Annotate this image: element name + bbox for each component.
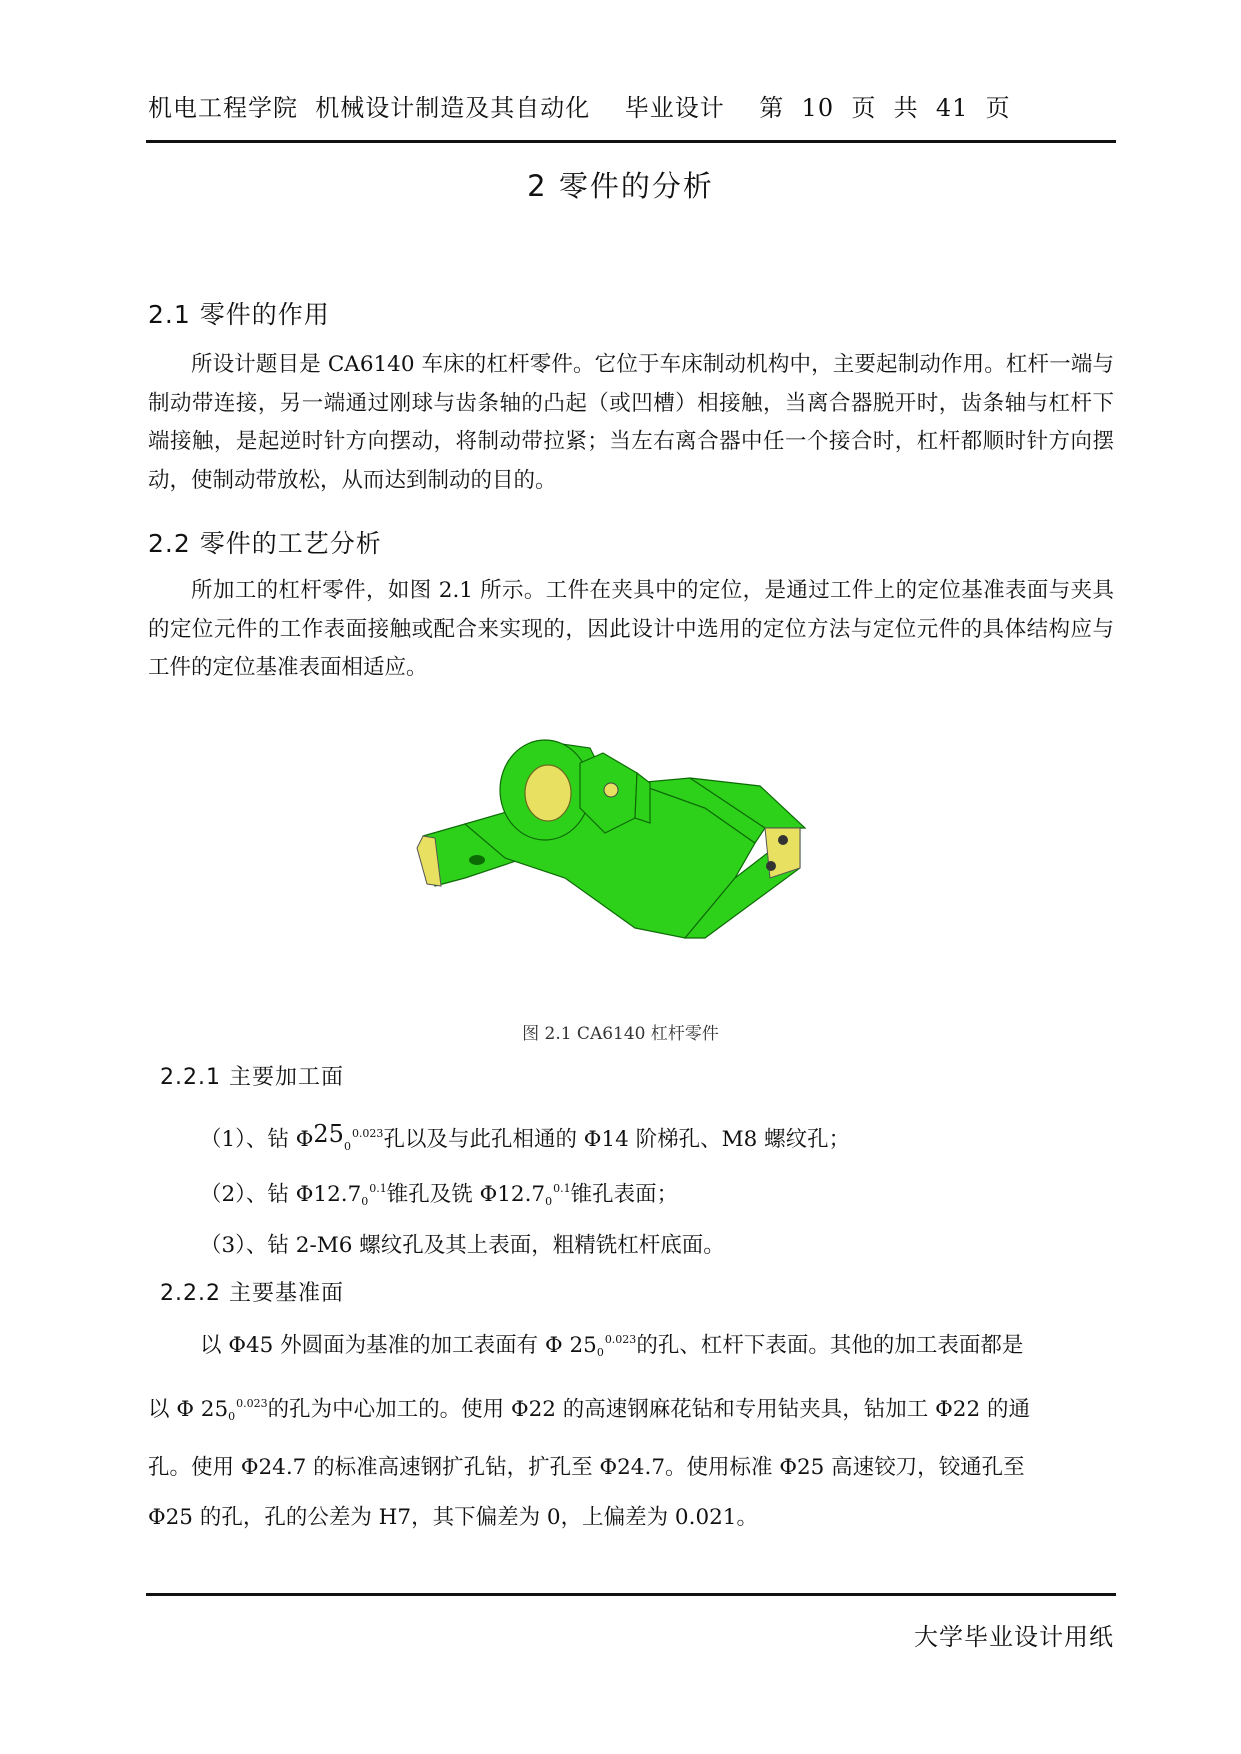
- section-2-2-paragraph: 所加工的杠杆零件，如图 2.1 所示。工件在夹具中的定位，是通过工件上的定位基准表面与夹具的定位元件的工作表面接触或配合来实现的，因此设计中选用的定位方法与定位元件的具体结构应与工件的定位基准表面相适应。: [148, 578, 1114, 680]
- datum-line-4: Φ25 的孔，孔的公差为 H7，其下偏差为 0，上偏差为 0.021。: [148, 1505, 758, 1530]
- list-item-1: （1）、钻 $\Phi 250^{0.023}$孔以及与此孔相通的 Φ14 阶梯孔、M8 螺纹孔；: [200, 1120, 851, 1153]
- figure-caption: 图 2.1 CA6140 杠杆零件: [522, 1024, 719, 1044]
- lever-part-figure: [405, 728, 845, 953]
- section-2-2-title: 2.2 零件的工艺分析: [148, 529, 382, 558]
- datum-line-2: 以 Φ $250^{0.023}$的孔为中心加工的。使用 Φ22 的高速钢麻花钻和专用钻夹具，钻加工 Φ22 的通: [148, 1397, 1030, 1423]
- right-hole-1: [778, 835, 788, 845]
- page-header: 机电工程学院 机械设计制造及其自动化 毕业设计 第 10 页 共 41 页: [148, 94, 1011, 122]
- bore-hole: [525, 765, 571, 821]
- list-item-2: （2）、钻 $\Phi 12.70^{0.1}$锥孔及铣 $\Phi 12.70^{0.1}$锥孔表面；: [200, 1182, 679, 1208]
- footer-rule: [146, 1593, 1116, 1596]
- subsection-2-2-2-title: 2.2.2 主要基准面: [160, 1281, 344, 1306]
- section-2-1-title: 2.1 零件的作用: [148, 300, 330, 329]
- subsection-2-2-1-title: 2.2.1 主要加工面: [160, 1065, 344, 1090]
- footer-text: 大学毕业设计用纸: [914, 1623, 1114, 1651]
- header-rule: [146, 140, 1116, 143]
- datum-line-3: 孔。使用 Φ24.7 的标准高速钢扩孔钻，扩孔至 Φ24.7。使用标准 Φ25 高速铰刀，铰通孔至: [148, 1455, 1025, 1480]
- slot-hole: [469, 855, 485, 865]
- chapter-title: 2 零件的分析: [527, 169, 714, 203]
- section-2-1-paragraph: 所设计题目是 CA6140 车床的杠杆零件。它位于车床制动机构中，主要起制动作用。杠杆一端与制动带连接，另一端通过刚球与齿条轴的凸起（或凹槽）相接触，当离合器脱开时，齿条轴与杠杆下端接触，是起逆时针方向摆动，将制动带拉紧；当左右离合器中任一个接合时，杠杆都顺时针方向摆动，使制动带放松，从而达到制动的目的。: [148, 352, 1114, 493]
- datum-line-1: 以 Φ45 外圆面为基准的加工表面有 Φ $250^{0.023}$的孔、杠杆下表面。其他的加工表面都是: [200, 1333, 1024, 1359]
- side-hole: [604, 783, 618, 797]
- lever-part-body: [423, 740, 805, 938]
- right-hole-2: [766, 861, 776, 871]
- list-item-3: （3）、钻 2-M6 螺纹孔及其上表面，粗精铣杠杆底面。: [200, 1233, 725, 1258]
